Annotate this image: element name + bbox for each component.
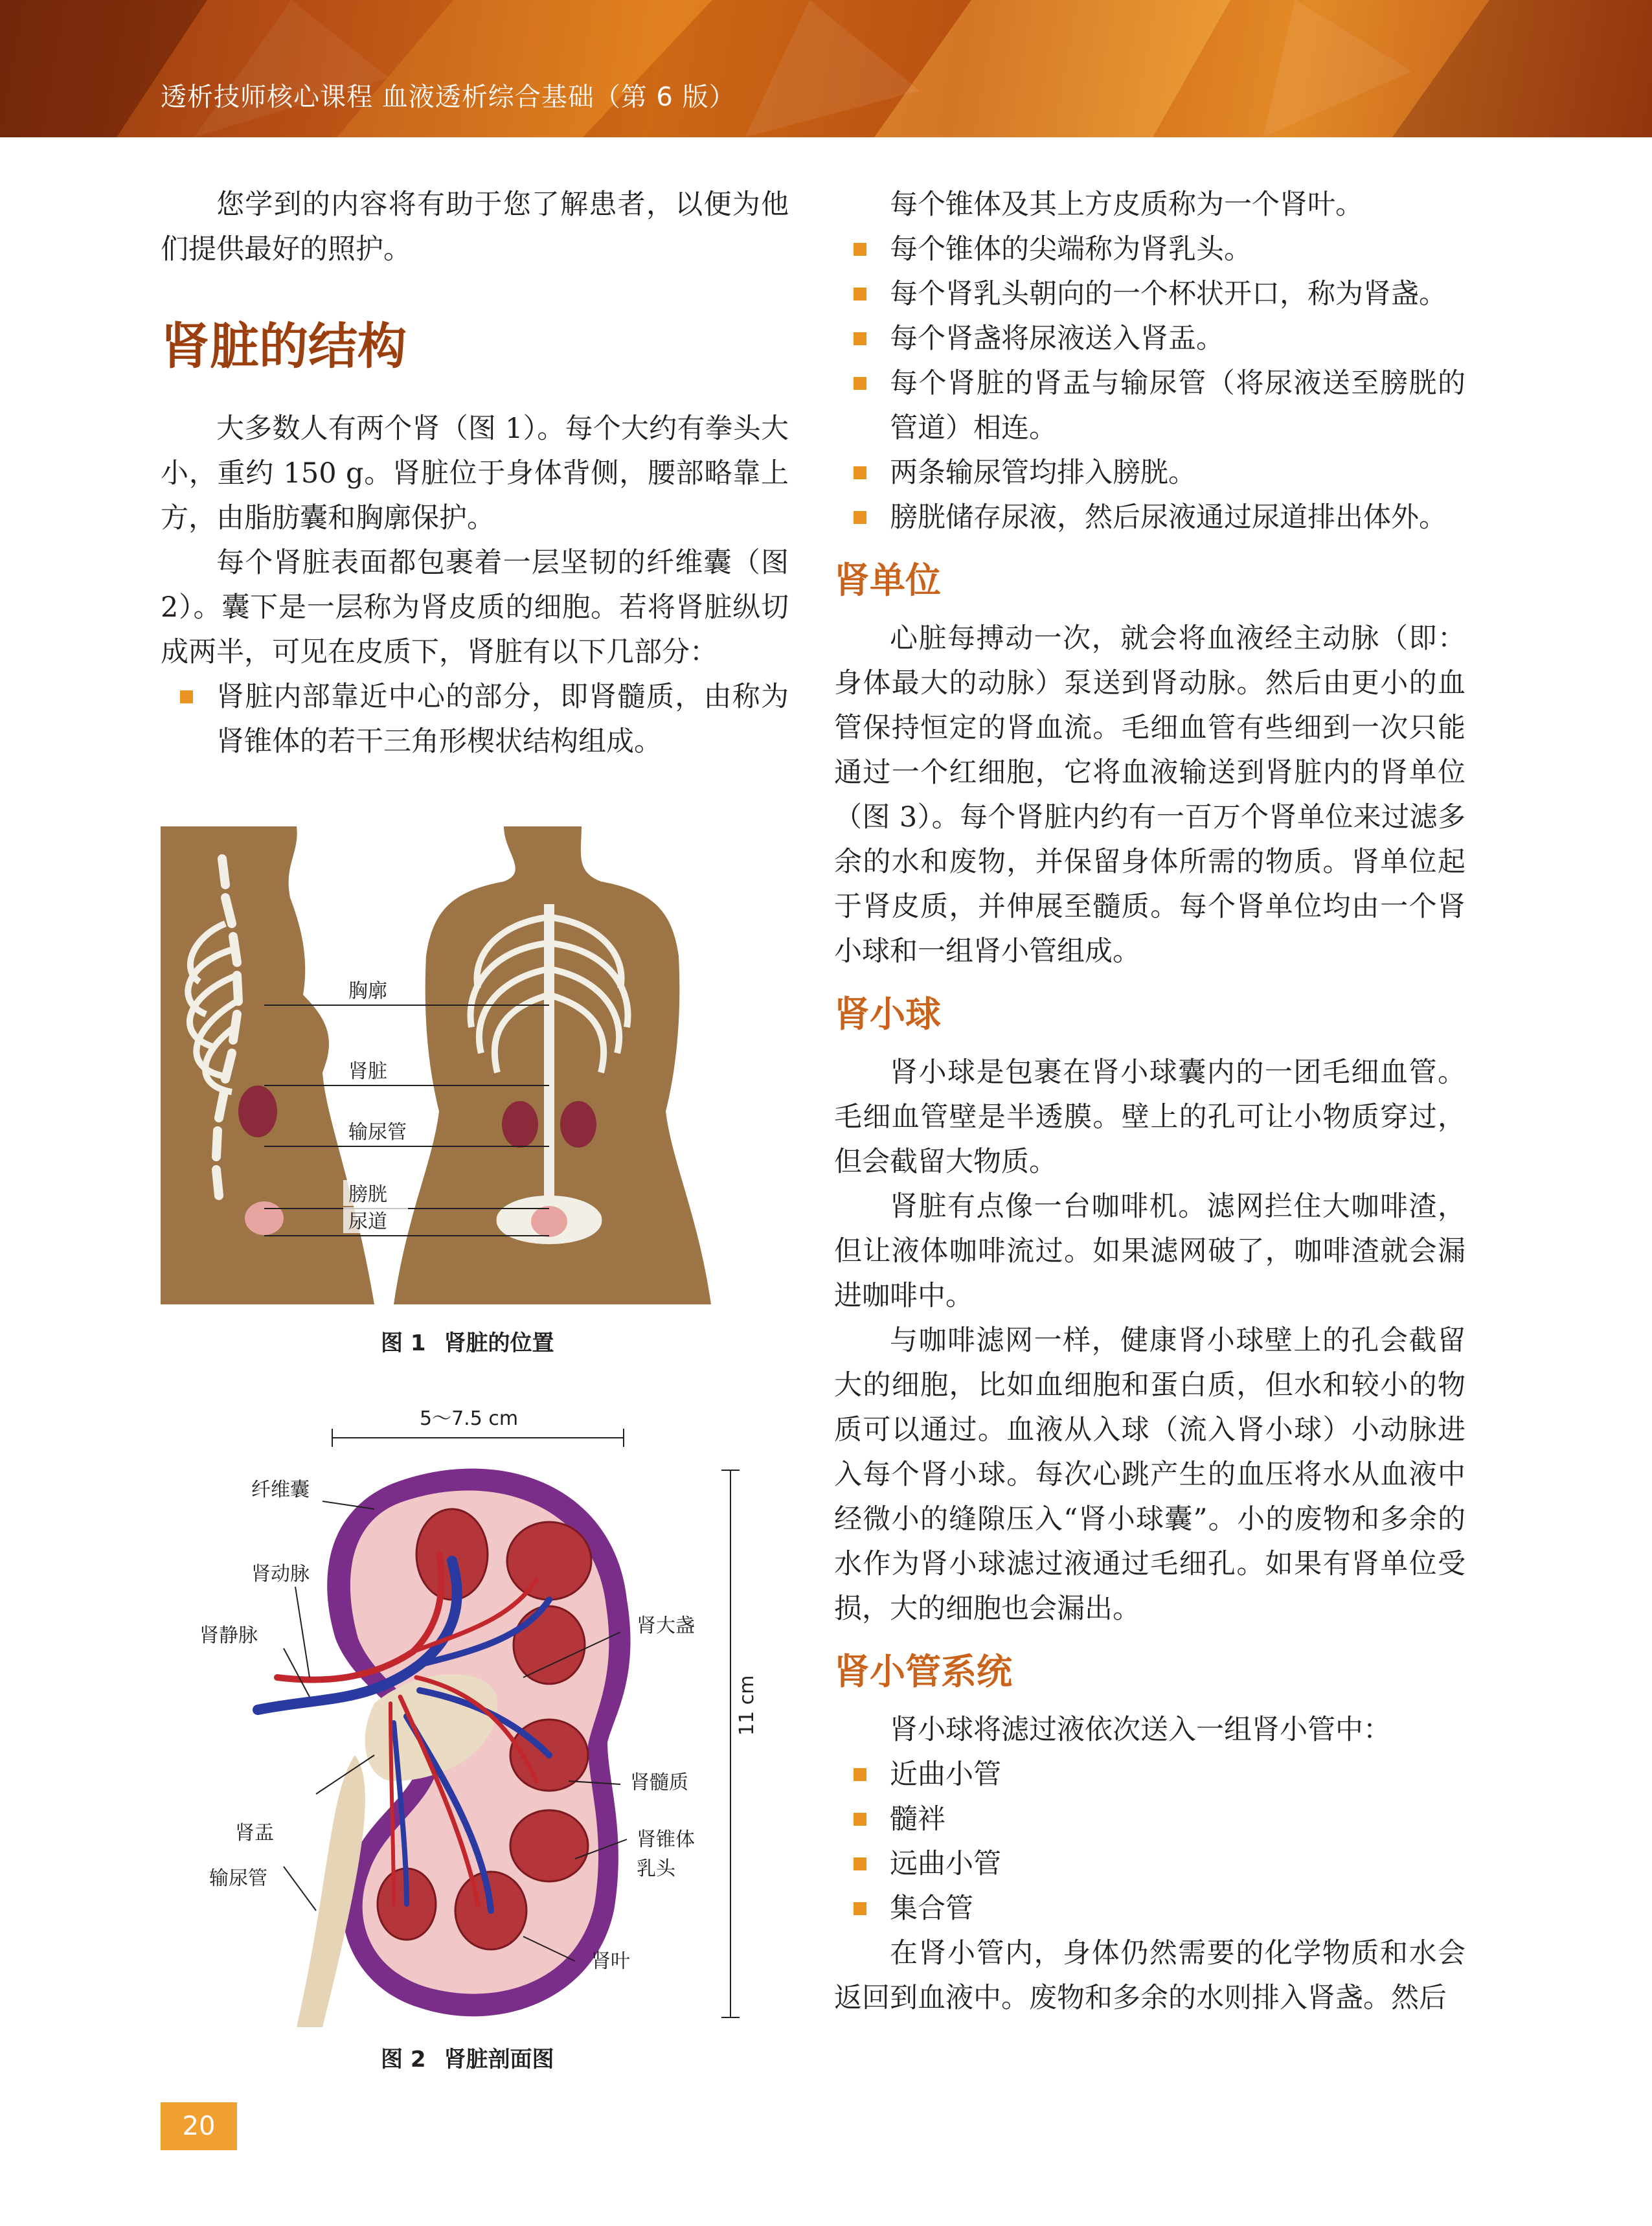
bullet-square-icon xyxy=(854,288,866,301)
header-banner xyxy=(0,0,1652,137)
list-item xyxy=(834,272,1465,317)
list-item-text: 集合管 xyxy=(890,1892,973,1925)
list-item-text: 两条输尿管均排入膀胱。 xyxy=(890,457,1196,489)
list-item-text: 远曲小管 xyxy=(890,1848,1001,1880)
front-bladder xyxy=(531,1206,567,1237)
label-renal-vein: 肾静脉 xyxy=(199,1624,258,1647)
list-item-text: 每个肾盏将尿液送入肾盂。 xyxy=(890,323,1224,355)
figure-kidney-section xyxy=(161,1392,756,2034)
bullet-square-icon xyxy=(854,1857,866,1870)
list-item xyxy=(834,227,1465,272)
side-bladder xyxy=(245,1201,284,1235)
label-ureter: 输尿管 xyxy=(348,1121,407,1144)
list-item xyxy=(834,451,1465,495)
left-column xyxy=(161,183,789,764)
list-item xyxy=(834,1887,1465,1931)
list-item-text: 近曲小管 xyxy=(890,1758,1001,1791)
label-ribcage: 胸廓 xyxy=(348,980,387,1003)
bullet-square-icon xyxy=(854,1813,866,1826)
list-item xyxy=(834,317,1465,361)
width-label: 5～7.5 cm xyxy=(420,1407,519,1430)
subsection-title-glomerulus: 肾小球 xyxy=(834,994,942,1035)
bullet-list-tubules xyxy=(834,1753,1465,1931)
right-column xyxy=(834,183,1465,2021)
list-item-text: 髓袢 xyxy=(890,1803,945,1835)
kidney-location-illustration xyxy=(161,826,756,1304)
width-dimension-line xyxy=(332,1429,624,1447)
label-renal-pelvis: 肾盂 xyxy=(235,1822,274,1845)
header-decoration xyxy=(0,0,1652,137)
label-fibrous-capsule: 纤维囊 xyxy=(251,1479,310,1501)
list-item-text: 肾脏内部靠近中心的部分，即肾髓质，由称为肾锥体的若干三角形楔状结构组成。 xyxy=(216,681,789,758)
figure2-caption xyxy=(381,2041,554,2073)
subsection-title-tubules: 肾小管系统 xyxy=(834,1651,1013,1692)
label-renal-artery: 肾动脉 xyxy=(251,1563,310,1585)
subsection-title-nephron: 肾单位 xyxy=(834,560,942,601)
bullet-list-right xyxy=(834,183,1465,540)
list-item-text: 膀胱储存尿液，然后尿液通过尿道排出体外。 xyxy=(890,501,1447,534)
label-papilla: 乳头 xyxy=(637,1857,675,1880)
paragraph-nephron: 心脏每搏动一次，就会将血液经主动脉（即：身体最大的动脉）泵送到肾动脉。然后由更小的血管保持恒定的肾血流。毛细血管有些细到一次只能通过一个红细胞，它将血液输送到肾脏内的肾单位（图 3）。每个肾脏内约有一百万个肾单位来过滤多余的水和废物，并保留身体所需的物质。肾单位起于肾皮质，并伸展至髓质。每个肾单位均由一个肾小球和一组肾小管组成。 xyxy=(834,622,1465,968)
figure1-caption-number: 图 1 xyxy=(381,1330,426,1356)
list-item xyxy=(834,1753,1465,1797)
list-item-text: 每个锥体的尖端称为肾乳头。 xyxy=(890,233,1252,266)
paragraph-kidney-count: 大多数人有两个肾（图 1）。每个大约有拳头大小，重约 150 g。肾脏位于身体背侧，腰部略靠上方，由脂肪囊和胸廓保护。 xyxy=(161,413,789,534)
list-item xyxy=(834,1842,1465,1887)
bullet-square-icon xyxy=(854,1768,866,1781)
page-number-badge: 20 xyxy=(161,2102,237,2150)
bullet-square-icon xyxy=(180,690,193,703)
bullet-square-icon xyxy=(854,511,866,524)
list-item xyxy=(161,675,789,764)
paragraph-glomerulus-3: 与咖啡滤网一样，健康肾小球壁上的孔会截留大的细胞，比如血细胞和蛋白质，但水和较小的物质可以通过。血液从入球（流入肾小球）小动脉进入每个肾小球。每次心跳产生的血压将水从血液中经微小的缝隙压入“肾小球囊”。小的废物和多余的水作为肾小球滤过液通过毛细孔。如果有肾单位受损，大的细胞也会漏出。 xyxy=(834,1324,1465,1625)
list-item-continued xyxy=(834,183,1465,227)
label-kidney: 肾脏 xyxy=(348,1060,387,1083)
running-header-title: 透析技师核心课程 血液透析综合基础（第 6 版） xyxy=(161,82,736,112)
paragraph-tubules-return: 在肾小管内，身体仍然需要的化学物质和水会返回到血液中。废物和多余的水则排入肾盏。然后 xyxy=(834,1937,1465,2014)
figure1-caption-text: 肾脏的位置 xyxy=(444,1330,554,1356)
figure2-caption-number: 图 2 xyxy=(381,2047,426,2073)
bullet-square-icon xyxy=(854,377,866,390)
paragraph-glomerulus-1: 肾小球是包裹在肾小球囊内的一团毛细血管。毛细血管壁是半透膜。壁上的孔可让小物质穿过，但会截留大物质。 xyxy=(834,1056,1465,1178)
paragraph-glomerulus-2: 肾脏有点像一台咖啡机。滤网拦住大咖啡渣，但让液体咖啡流过。如果滤网破了，咖啡渣就会漏进咖啡中。 xyxy=(834,1190,1465,1312)
bullet-list-left xyxy=(161,675,789,764)
label-renal-pyramid: 肾锥体 xyxy=(637,1828,695,1851)
label-bladder: 膀胱 xyxy=(348,1183,387,1206)
kidney-section-illustration xyxy=(161,1392,756,2034)
list-item xyxy=(834,495,1465,540)
list-item xyxy=(834,1797,1465,1842)
height-dimension-line xyxy=(721,1470,740,2017)
label-ureter: 输尿管 xyxy=(209,1867,267,1890)
figure2-caption-text: 肾脏剖面图 xyxy=(444,2047,554,2073)
bullet-square-icon xyxy=(854,243,866,256)
list-item xyxy=(834,361,1465,451)
paragraph-tubules-intro: 肾小球将滤过液依次送入一组肾小管中： xyxy=(890,1714,1391,1746)
front-kidney-left xyxy=(502,1101,538,1148)
intro-paragraph: 您学到的内容将有助于您了解患者，以便为他们提供最好的照护。 xyxy=(161,188,789,266)
figure-kidney-location xyxy=(161,826,756,1304)
front-kidney-right xyxy=(560,1101,596,1148)
section-title: 肾脏的结构 xyxy=(161,317,407,375)
list-item-text: 每个肾乳头朝向的一个杯状开口，称为肾盏。 xyxy=(890,278,1447,310)
list-item-text: 每个锥体及其上方皮质称为一个肾叶。 xyxy=(890,188,1363,221)
label-major-calyx: 肾大盏 xyxy=(637,1615,695,1637)
bullet-square-icon xyxy=(854,332,866,345)
figure1-caption xyxy=(381,1325,554,1357)
label-renal-medulla: 肾髓质 xyxy=(630,1771,688,1794)
front-spine xyxy=(544,904,554,1241)
side-kidney xyxy=(238,1085,277,1137)
bullet-square-icon xyxy=(854,466,866,479)
label-urethra: 尿道 xyxy=(348,1210,387,1233)
figure1-labels xyxy=(343,977,421,1233)
height-label: 11 cm xyxy=(736,1675,756,1736)
paragraph-kidney-capsule: 每个肾脏表面都包裹着一层坚韧的纤维囊（图 2）。囊下是一层称为肾皮质的细胞。若将肾脏纵切成两半，可见在皮质下，肾脏有以下几部分： xyxy=(161,547,789,668)
label-renal-lobe: 肾叶 xyxy=(591,1950,630,1973)
list-item-text: 每个肾脏的肾盂与输尿管（将尿液送至膀胱的管道）相连。 xyxy=(890,367,1465,444)
bullet-square-icon xyxy=(854,1902,866,1915)
